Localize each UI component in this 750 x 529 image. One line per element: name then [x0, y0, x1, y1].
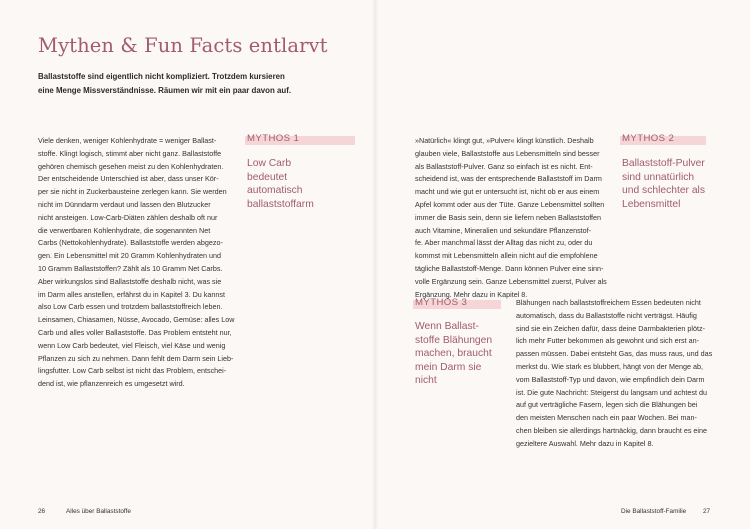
myth-2-label-text: MYTHOS 2: [622, 133, 675, 144]
book-gutter: [372, 0, 378, 529]
text-line: tägliche Ballaststoff-Menge. Dann können Pulver eine sinn-: [415, 263, 604, 273]
text-line: als Ballaststoff-Pulver. Ganz so einfach ist es nicht. Ent-: [415, 161, 593, 171]
text-line: auch Vitamine, Mineralien und sekundäre Pflanzenstof-: [415, 225, 592, 235]
text-line: »Natürlich« klingt gut, »Pulver« klingt künstlich. Deshalb: [415, 136, 594, 145]
text-line: nicht ansteigen. Low-Carb-Diäten zählen deshalb oft nur: [38, 212, 218, 222]
text-line: Carb und alles voller Ballaststoffe. Das Problem entsteht nur,: [38, 327, 232, 337]
text-line: also Low Carb essen und trotzdem ballaststoffreich leben.: [38, 302, 223, 312]
myth-line: bedeutet: [247, 171, 288, 183]
myth-3-label: [415, 297, 471, 310]
text-line: wenn Low Carb bedeutet, viel Fleisch, viel Käse und wenig: [38, 340, 226, 350]
myth-line: und schlechter als: [622, 185, 705, 197]
intro-line: Ballaststoffe sind eigentlich nicht kompliziert. Trotzdem kursieren: [38, 72, 285, 81]
text-line: glauben viele, Ballaststoffe aus Lebensmitteln sind besser: [415, 148, 600, 158]
text-line: auf gut verträgliche Fasern, legen sich die Blähungen bei: [516, 400, 698, 410]
left-page-number: 26: [38, 508, 46, 515]
text-line: im Darm alles anstellen, erfährst du in Kapitel 3. Du kannst: [38, 289, 225, 299]
myth-1-label-text: MYTHOS 1: [247, 133, 300, 144]
text-line: stoffe. Klingt logisch, stimmt aber nicht ganz. Ballaststoffe: [38, 148, 222, 158]
myth-2-statement: [622, 157, 705, 211]
myth-line: Low Carb: [247, 158, 292, 169]
text-line: lingsfutter. Low Carb selbst ist nicht das Problem, entschei-: [38, 366, 227, 376]
right-page-number: 27: [703, 508, 711, 515]
intro-paragraph: [38, 70, 338, 98]
text-line: sind sie ein Zeichen dafür, dass deine Darmbakterien plötz-: [516, 323, 705, 333]
text-line: Blähungen nach ballaststoffreichem Essen bedeuten nicht: [516, 298, 701, 307]
myth-line: mein Darm sie: [415, 361, 482, 373]
text-line: fe. Aber manchmal lässt der Alltag das nicht zu, oder du: [415, 238, 593, 248]
text-line: Ergänzung. Mehr dazu in Kapitel 8.: [415, 289, 528, 299]
text-line: 10 Gramm Ballaststoffen? Zählt als 10 Gramm Net Carbs.: [38, 263, 223, 273]
right-body-text-bottom: [516, 297, 712, 451]
text-line: chen bleiben sie allerdings hartnäckig, dann braucht es eine: [516, 425, 707, 435]
myth-line: Lebensmittel: [622, 198, 681, 210]
text-line: Leinsamen, Chiasamen, Nüsse, Avocado, Gemüse: alles Low: [38, 315, 235, 325]
myth-2-label: [622, 133, 678, 146]
myth-3-statement: [415, 320, 492, 388]
text-line: ist. Die gute Nachricht: Steigerst du langsam und achtest du: [516, 387, 707, 397]
text-line: dend ist, wie pflanzenreich es umgesetzt wird.: [38, 379, 185, 389]
text-line: Apfel kommt oder aus der Tüte. Ganze Lebensmittel sollten: [415, 199, 605, 209]
right-body-text-top: [415, 135, 607, 301]
text-line: vom Ballaststoff-Typ und davon, wie empfindlich dein Darm: [516, 374, 705, 384]
text-line: Pflanzen zu sich zu nehmen. Dann fehlt dem Darm sein Lieb-: [38, 353, 234, 363]
page-title: Mythen & Fun Facts entlarvt: [38, 34, 328, 57]
text-line: kommst mit Lebensmitteln allein nicht auf die empfohlene: [415, 251, 598, 261]
myth-line: machen, braucht: [415, 348, 492, 360]
text-line: passen müssen. Dabei entsteht Gas, das muss raus, und das: [516, 349, 713, 359]
myth-1-statement: [247, 157, 314, 211]
myth-line: stoffe Blähungen: [415, 334, 493, 346]
text-line: merkst du. Wie stark es blubbert, hängt von der Menge ab,: [516, 361, 703, 371]
myth-line: Wenn Ballast-: [415, 321, 479, 332]
right-running-title: Die Ballaststoff-Familie: [621, 508, 687, 515]
text-line: volle Ergänzung sein. Ganze Lebensmittel zuerst, Pulver als: [415, 276, 607, 286]
text-line: den meisten Menschen nach ein paar Wochen. Bei man-: [516, 413, 697, 423]
myth-line: automatisch: [247, 185, 303, 197]
text-line: gehören chemisch gesehen meist zu den Kohlenhydraten.: [38, 161, 224, 171]
myth-line: Ballaststoff-Pulver: [622, 158, 705, 169]
text-line: immer die Basis sein, denn sie liefern neben Ballaststoffen: [415, 212, 602, 222]
text-line: per sie nicht in Zuckerbausteine zerlegen kann. Sie werden: [38, 187, 227, 197]
text-line: scheidend ist, was der entsprechende Ballaststoff im Darm: [415, 174, 602, 184]
text-line: macht und wie gut er untersucht ist, nicht ob er aus einem: [415, 187, 600, 197]
text-line: Der entscheidende Unterschied ist aber, dass unser Kör-: [38, 174, 219, 184]
text-line: die verwertbaren Kohlenhydrate, die sogenannten Net: [38, 225, 211, 235]
myth-line: ballaststoffarm: [247, 198, 314, 210]
myth-line: sind unnatürlich: [622, 171, 695, 183]
text-line: gen. Ein Lebensmittel mit 20 Gramm Kohlenhydraten und: [38, 251, 221, 261]
intro-line: eine Menge Missverständnisse. Räumen wir mit ein paar davon auf.: [38, 86, 292, 95]
text-line: gezieltere Auswahl. Mehr dazu in Kapitel 8.: [516, 438, 654, 448]
text-line: Viele denken, weniger Kohlenhydrate = weniger Ballast-: [38, 136, 217, 145]
text-line: nicht im Dünndarm verdaut und lassen den Blutzucker: [38, 199, 211, 209]
text-line: Carbs (Nettokohlenhydrate). Ballaststoffe werden abgezo-: [38, 238, 223, 248]
text-line: Aber wirkungslos sind Ballaststoffe deshalb nicht, was sie: [38, 276, 222, 286]
myth-1-label: [247, 133, 303, 146]
left-running-title: Alles über Ballaststoffe: [66, 508, 131, 515]
myth-line: nicht: [415, 375, 437, 387]
text-line: lich mehr Futter bekommen als gewohnt und sich erst an-: [516, 336, 699, 346]
left-body-text: [38, 135, 234, 391]
myth-3-label-text: MYTHOS 3: [415, 297, 468, 308]
text-line: automatisch, dass du Ballaststoffe nicht verträgst. Häufig: [516, 310, 697, 320]
